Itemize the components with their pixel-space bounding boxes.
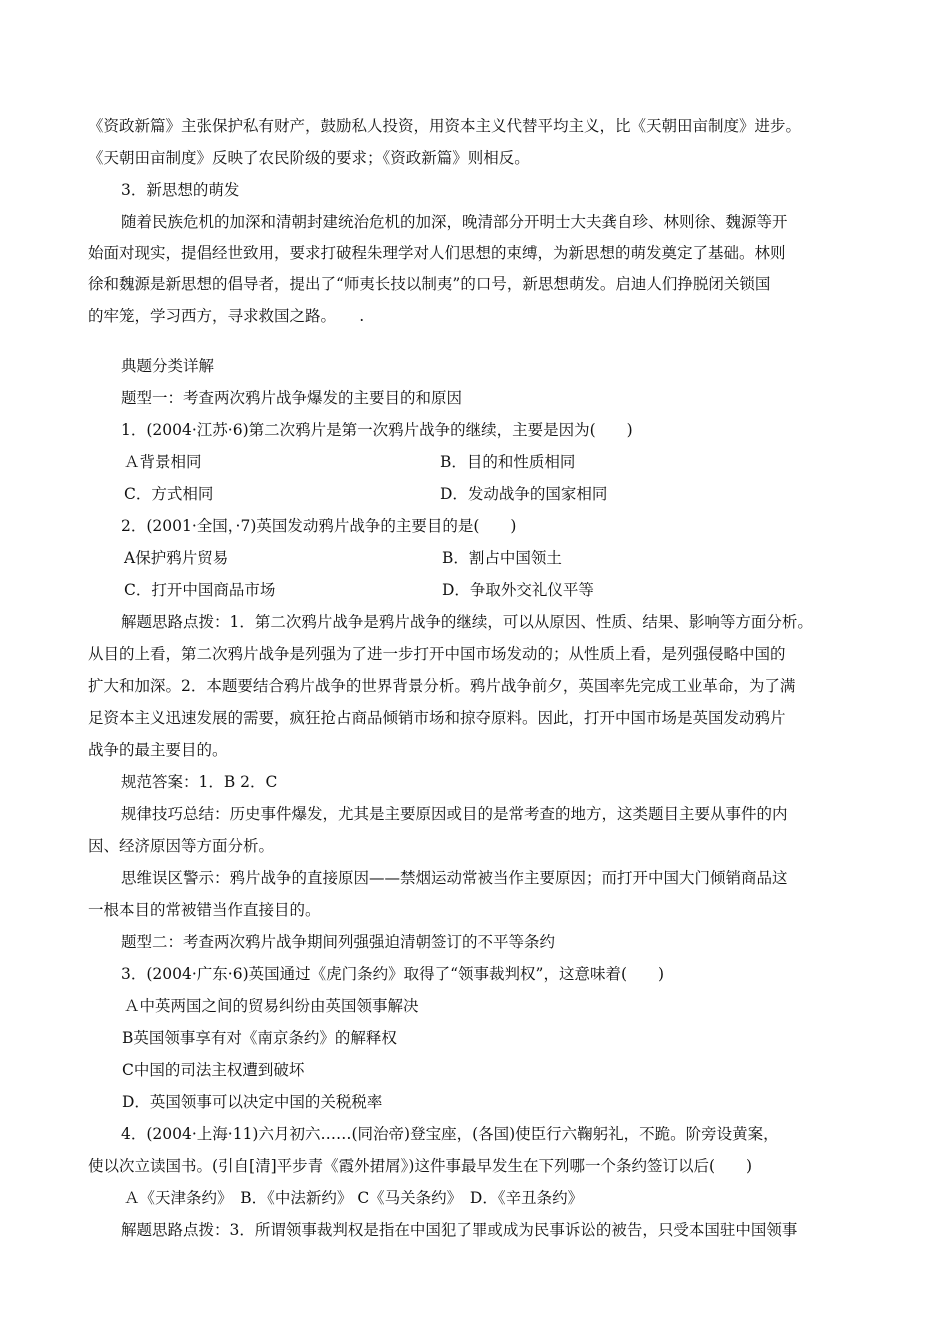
answer-options-row <box>124 484 608 504</box>
option-a: Ａ背景相同 <box>124 453 202 471</box>
answer-options-row: Ａ《天津条约》 B．《中法新约》 C《马关条约》 D．《辛丑条约》 <box>124 1189 584 1207</box>
text-line: 思维误区警示：鸦片战争的直接原因——禁烟运动常被当作主要原因；而打开中国大门倾销商品这 <box>121 869 788 887</box>
question-text: 1．(2004·江苏·6)第二次鸦片是第一次鸦片战争的继续，主要是因为( ) <box>121 421 633 439</box>
option-a: Ａ中英两国之间的贸易纠纷由英国领事解决 <box>124 997 419 1015</box>
question-text: 2．(2001·全国，·7)英国发动鸦片战争的主要目的是( ) <box>121 517 517 535</box>
answer-line: 规范答案：1．B 2．C <box>121 773 278 791</box>
text-line: 的牢笼，学习西方，寻求救国之路。 . <box>88 307 365 325</box>
option-d: D．争取外交礼仪平等 <box>442 581 594 599</box>
question-type-heading: 题型一：考查两次鸦片战争爆发的主要目的和原因 <box>121 389 463 407</box>
text-line: 一根本目的常被错当作直接目的。 <box>88 901 321 919</box>
option-b: B．目的和性质相同 <box>440 453 576 471</box>
option-b: B．割占中国领土 <box>442 549 562 567</box>
question-type-heading: 题型二：考查两次鸦片战争期间列强强迫清朝签订的不平等条约 <box>121 933 556 951</box>
section-heading: 典题分类详解 <box>121 357 215 375</box>
option-c: C．方式相同 <box>124 485 214 503</box>
option-b: B英国领事享有对《南京条约》的解释权 <box>122 1029 397 1047</box>
text-line: 解题思路点拨：3．所谓领事裁判权是指在中国犯了罪或成为民事诉讼的被告，只受本国驻中国领事 <box>121 1221 798 1239</box>
text-line: 解题思路点拨：1．第二次鸦片战争是鸦片战争的继续，可以从原因、性质、结果、影响等方面分析。 <box>121 613 813 631</box>
answer-options-row <box>124 580 594 600</box>
text-line: 从目的上看，第二次鸦片战争是列强为了进一步打开中国市场发动的；从性质上看，是列强侵略中国的 <box>88 645 786 663</box>
text-line: 《天朝田亩制度》反映了农民阶级的要求；《资政新篇》则相反。 <box>88 149 530 167</box>
answer-options-row <box>124 452 576 472</box>
section-heading: 3．新思想的萌发 <box>121 181 240 199</box>
text-line: 徐和魏源是新思想的倡导者，提出了“师夷长技以制夷”的口号，新思想萌发。启迪人们挣脱闭关锁国 <box>88 275 771 293</box>
text-line: 扩大和加深。2．本题要结合鸦片战争的世界背景分析。鸦片战争前夕，英国率先完成工业革命，为了满 <box>88 677 796 695</box>
text-line: 规律技巧总结：历史事件爆发，尤其是主要原因或目的是常考查的地方，这类题目主要从事件的内 <box>121 805 788 823</box>
option-c: C中国的司法主权遭到破坏 <box>122 1061 305 1079</box>
text-line: 足资本主义迅速发展的需要，疯狂抢占商品倾销市场和掠夺原料。因此，打开中国市场是英国发动鸦片 <box>88 709 786 727</box>
text-line: 随着民族危机的加深和清朝封建统治危机的加深，晚清部分开明士大夫龚自珍、林则徐、魏源等开 <box>121 213 788 231</box>
option-d: D．英国领事可以决定中国的关税税率 <box>122 1093 383 1111</box>
question-text: 使以次立读国书。(引自[清]平步青《霞外捃屑》)这件事最早发生在下列哪一个条约签订以后( ) <box>88 1157 753 1175</box>
answer-options-row <box>124 548 562 568</box>
text-line: 始面对现实，提倡经世致用，要求打破程朱理学对人们思想的束缚，为新思想的萌发奠定了基础。林则 <box>88 244 786 262</box>
option-d: D．发动战争的国家相同 <box>440 485 608 503</box>
text-line: 因、经济原因等方面分析。 <box>88 837 275 855</box>
option-a: A保护鸦片贸易 <box>124 549 229 567</box>
option-c: C．打开中国商品市场 <box>124 581 276 599</box>
text-line: 《资政新篇》主张保护私有财产，鼓励私人投资，用资本主义代替平均主义，比《天朝田亩制度》进步。 <box>88 117 802 135</box>
question-text: 3．(2004·广东·6)英国通过《虎门条约》取得了“领事裁判权”，这意味着( ) <box>121 965 665 983</box>
text-line: 战争的最主要目的。 <box>88 741 228 759</box>
question-text: 4．(2004·上海·11)六月初六……(同治帝)登宝座，(各国)使臣行六鞠躬礼，不跪。阶旁设黄案， <box>121 1125 779 1143</box>
